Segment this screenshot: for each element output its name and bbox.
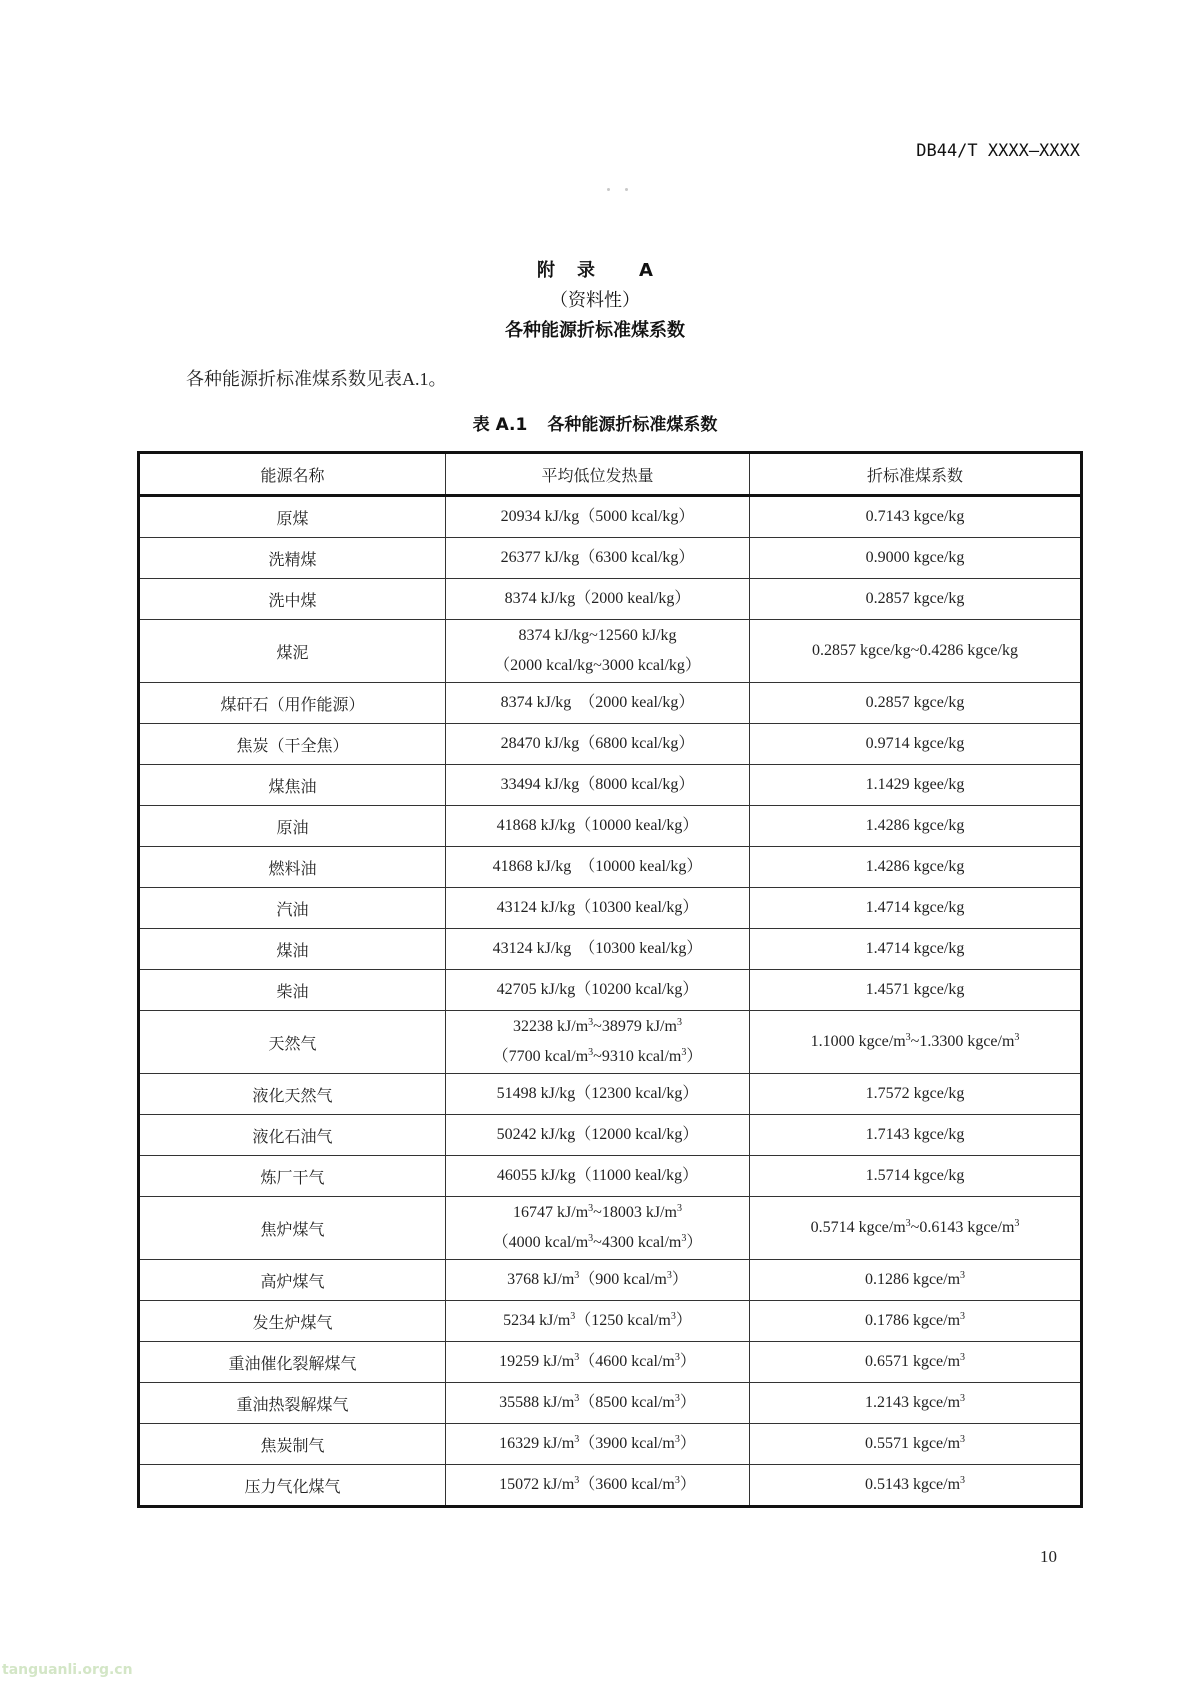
coefficient-cell: 0.7143 kgce/kg <box>750 496 1082 538</box>
coefficient-cell: 0.2857 kgce/kg <box>750 683 1082 724</box>
heat-value-cell <box>446 579 750 620</box>
watermark: tanguanli.org.cn <box>2 1662 133 1678</box>
appendix-char: 附 <box>537 260 556 281</box>
heat-value-line: 28470 kJ/kg（6800 kcal/kg） <box>500 735 695 752</box>
heat-value-line: 32238 $kJ/m^3\sim 38979$ $kJ/m^3$ <box>513 1017 682 1035</box>
table-row <box>139 1011 1082 1074</box>
table-row <box>139 1115 1082 1156</box>
table-row <box>139 496 1082 538</box>
heat-value-cell <box>446 1011 750 1074</box>
energy-name-cell: 发生炉煤气 <box>139 1301 446 1342</box>
appendix-letter: A <box>639 260 653 281</box>
table-row <box>139 1424 1082 1465</box>
coefficient-cell: 0.5571 kgce/$m^3$ <box>750 1424 1082 1465</box>
table-row <box>139 1301 1082 1342</box>
heat-value-line: 16329 $kJ/m^3(3900$ kcal/$m^3$） <box>499 1434 696 1452</box>
column-header-coefficient: 折标准煤系数 <box>750 453 1082 496</box>
heat-value-line: 19259 $kJ/m^3(4600$ kcal/$m^3$） <box>499 1352 696 1370</box>
table-row <box>139 1342 1082 1383</box>
coefficient-cell: 1.4286 kgce/kg <box>750 806 1082 847</box>
energy-name-cell: 压力气化煤气 <box>139 1465 446 1507</box>
energy-name-cell: 焦炭制气 <box>139 1424 446 1465</box>
energy-name-cell: 液化石油气 <box>139 1115 446 1156</box>
heat-value-cell <box>446 683 750 724</box>
energy-name-cell: 洗精煤 <box>139 538 446 579</box>
table-row <box>139 929 1082 970</box>
energy-name-cell: 汽油 <box>139 888 446 929</box>
coefficient-cell: 1.1429 kgee/kg <box>750 765 1082 806</box>
heat-value-cell <box>446 1383 750 1424</box>
heat-value-cell <box>446 1115 750 1156</box>
heat-value-line: （7700 kcal/$m^3\sim 9310$ kcal/$m^3$） <box>492 1047 703 1065</box>
appendix-label <box>0 256 1190 282</box>
energy-name-cell: 炼厂干气 <box>139 1156 446 1197</box>
energy-name-cell: 洗中煤 <box>139 579 446 620</box>
coefficient-cell: 1.4714 kgce/kg <box>750 929 1082 970</box>
energy-name-cell: 原煤 <box>139 496 446 538</box>
heat-value-line: （4000 kcal/$m^3\sim 4300$ kcal/$m^3$） <box>492 1233 703 1251</box>
energy-name-cell: 煤焦油 <box>139 765 446 806</box>
energy-name-cell: 原油 <box>139 806 446 847</box>
table-row <box>139 1074 1082 1115</box>
table-row <box>139 579 1082 620</box>
coefficient-cell: 1.7572 kgce/kg <box>750 1074 1082 1115</box>
heat-value-cell <box>446 538 750 579</box>
energy-name-cell: 煤油 <box>139 929 446 970</box>
heat-value-line: 33494 kJ/kg（8000 kcal/kg） <box>500 776 695 793</box>
heat-value-cell <box>446 724 750 765</box>
standard-code-header: DB44/T XXXX—XXXX <box>916 141 1080 161</box>
heat-value-cell <box>446 620 750 683</box>
coefficient-cell: 1.7143 kgce/kg <box>750 1115 1082 1156</box>
energy-name-cell: 高炉煤气 <box>139 1260 446 1301</box>
coefficient-cell: 1.4714 kgce/kg <box>750 888 1082 929</box>
heat-value-line: 26377 kJ/kg（6300 kcal/kg） <box>500 549 695 566</box>
table-row <box>139 806 1082 847</box>
table-header-row <box>139 453 1082 496</box>
energy-name-cell: 柴油 <box>139 970 446 1011</box>
coefficient-cell: 0.5143 kgce/$m^3$ <box>750 1465 1082 1507</box>
heat-value-line: 20934 kJ/kg（5000 kcal/kg） <box>500 508 695 525</box>
coefficient-cell: 0.9714 kgce/kg <box>750 724 1082 765</box>
appendix-char: 录 <box>577 260 596 281</box>
table-row <box>139 724 1082 765</box>
appendix-nature: （资料性） <box>550 290 640 311</box>
table-row <box>139 683 1082 724</box>
heat-value-line: 16747 $kJ/m^3\sim 18003$ $kJ/m^3$ <box>513 1203 682 1221</box>
energy-name-cell: 重油催化裂解煤气 <box>139 1342 446 1383</box>
table-row <box>139 970 1082 1011</box>
heat-value-cell <box>446 1156 750 1197</box>
coefficient-cell: 1.4571 kgce/kg <box>750 970 1082 1011</box>
appendix-title: 各种能源折标准煤系数 <box>505 320 685 341</box>
heat-value-line: （2000 kcal/kg~3000 kcal/kg） <box>494 657 701 674</box>
heat-value-cell <box>446 888 750 929</box>
heat-value-cell <box>446 765 750 806</box>
energy-name-cell: 煤泥 <box>139 620 446 683</box>
heat-value-line: 41868 kJ/kg （10000 keal/kg） <box>492 858 703 875</box>
table-row <box>139 1383 1082 1424</box>
heat-value-line: 43124 kJ/kg （10300 keal/kg） <box>492 940 703 957</box>
heat-value-cell <box>446 806 750 847</box>
coefficient-cell: 1.2143 kgce/$m^3$ <box>750 1383 1082 1424</box>
intro-paragraph: 各种能源折标准煤系数见表A.1。 <box>186 369 447 389</box>
heat-value-cell <box>446 1342 750 1383</box>
coefficient-cell: 0.1286 kgce/$m^3$ <box>750 1260 1082 1301</box>
column-header-heat-value: 平均低位发热量 <box>446 453 750 496</box>
heat-value-line: 42705 kJ/kg（10200 kcal/kg） <box>496 981 699 998</box>
heat-value-line: 41868 kJ/kg（10000 keal/kg） <box>496 817 699 834</box>
heat-value-line: 51498 kJ/kg（12300 kcal/kg） <box>496 1085 699 1102</box>
heat-value-cell <box>446 847 750 888</box>
heat-value-cell <box>446 1074 750 1115</box>
heat-value-line: 8374 kJ/kg~12560 kJ/kg <box>518 627 677 644</box>
heat-value-cell <box>446 496 750 538</box>
energy-name-cell: 焦炭（干全焦） <box>139 724 446 765</box>
coefficient-cell: 0.5714 kgce/$m^3\sim 0.6143$ kgce/$m^3$ <box>750 1197 1082 1260</box>
coefficient-cell: 0.2857 kgce/kg <box>750 579 1082 620</box>
energy-conversion-table <box>137 451 1083 1508</box>
page-number: 10 <box>1040 1547 1057 1566</box>
table-row <box>139 1465 1082 1507</box>
table-caption-title: 各种能源折标准煤系数 <box>547 415 718 435</box>
heat-value-cell <box>446 1197 750 1260</box>
energy-name-cell: 重油热裂解煤气 <box>139 1383 446 1424</box>
coefficient-cell: 1.4286 kgce/kg <box>750 847 1082 888</box>
heat-value-line: 15072 $kJ/m^3(3600$ kcal/$m^3$） <box>499 1475 696 1493</box>
energy-name-cell: 焦炉煤气 <box>139 1197 446 1260</box>
heat-value-cell <box>446 1301 750 1342</box>
table-row <box>139 1156 1082 1197</box>
heat-value-line: 35588 $kJ/m^3(8500$ kcal/$m^3$） <box>499 1393 696 1411</box>
heat-value-line: 5234 $kJ/m^3(1250$ kcal/$m^3$） <box>503 1311 692 1329</box>
table-row <box>139 1260 1082 1301</box>
table-caption-number: 表 A.1 <box>472 415 528 435</box>
heat-value-line: 8374 kJ/kg（2000 keal/kg） <box>504 590 691 607</box>
heat-value-line: 46055 kJ/kg（11000 keal/kg） <box>496 1167 699 1184</box>
heat-value-cell <box>446 1465 750 1507</box>
heat-value-line: 8374 kJ/kg （2000 keal/kg） <box>500 694 695 711</box>
table-row <box>139 888 1082 929</box>
heat-value-cell <box>446 970 750 1011</box>
coefficient-cell: 0.2857 kgce/kg~0.4286 kgce/kg <box>750 620 1082 683</box>
coefficient-cell: 1.1000 kgce/$m^3\sim 1.3300$ kgce/$m^3$ <box>750 1011 1082 1074</box>
table-row <box>139 538 1082 579</box>
energy-name-cell: 燃料油 <box>139 847 446 888</box>
coefficient-cell: 1.5714 kgce/kg <box>750 1156 1082 1197</box>
energy-name-cell: 天然气 <box>139 1011 446 1074</box>
scan-artifact-dots <box>607 188 637 194</box>
table-row <box>139 765 1082 806</box>
heat-value-line: 43124 kJ/kg（10300 keal/kg） <box>496 899 699 916</box>
heat-value-cell <box>446 1424 750 1465</box>
heat-value-line: 50242 kJ/kg（12000 kcal/kg） <box>496 1126 699 1143</box>
table-caption <box>0 410 1190 435</box>
heat-value-cell <box>446 1260 750 1301</box>
coefficient-cell: 0.6571 kgce/$m^3$ <box>750 1342 1082 1383</box>
coefficient-cell: 0.9000 kgce/kg <box>750 538 1082 579</box>
coefficient-cell: 0.1786 kgce/$m^3$ <box>750 1301 1082 1342</box>
energy-name-cell: 煤矸石（用作能源） <box>139 683 446 724</box>
column-header-energy-name: 能源名称 <box>139 453 446 496</box>
energy-name-cell: 液化天然气 <box>139 1074 446 1115</box>
table-row <box>139 620 1082 683</box>
table-row <box>139 847 1082 888</box>
heat-value-line: 3768 $kJ/m^3(900$ kcal/$m^3$） <box>507 1270 688 1288</box>
table-row <box>139 1197 1082 1260</box>
heat-value-cell <box>446 929 750 970</box>
